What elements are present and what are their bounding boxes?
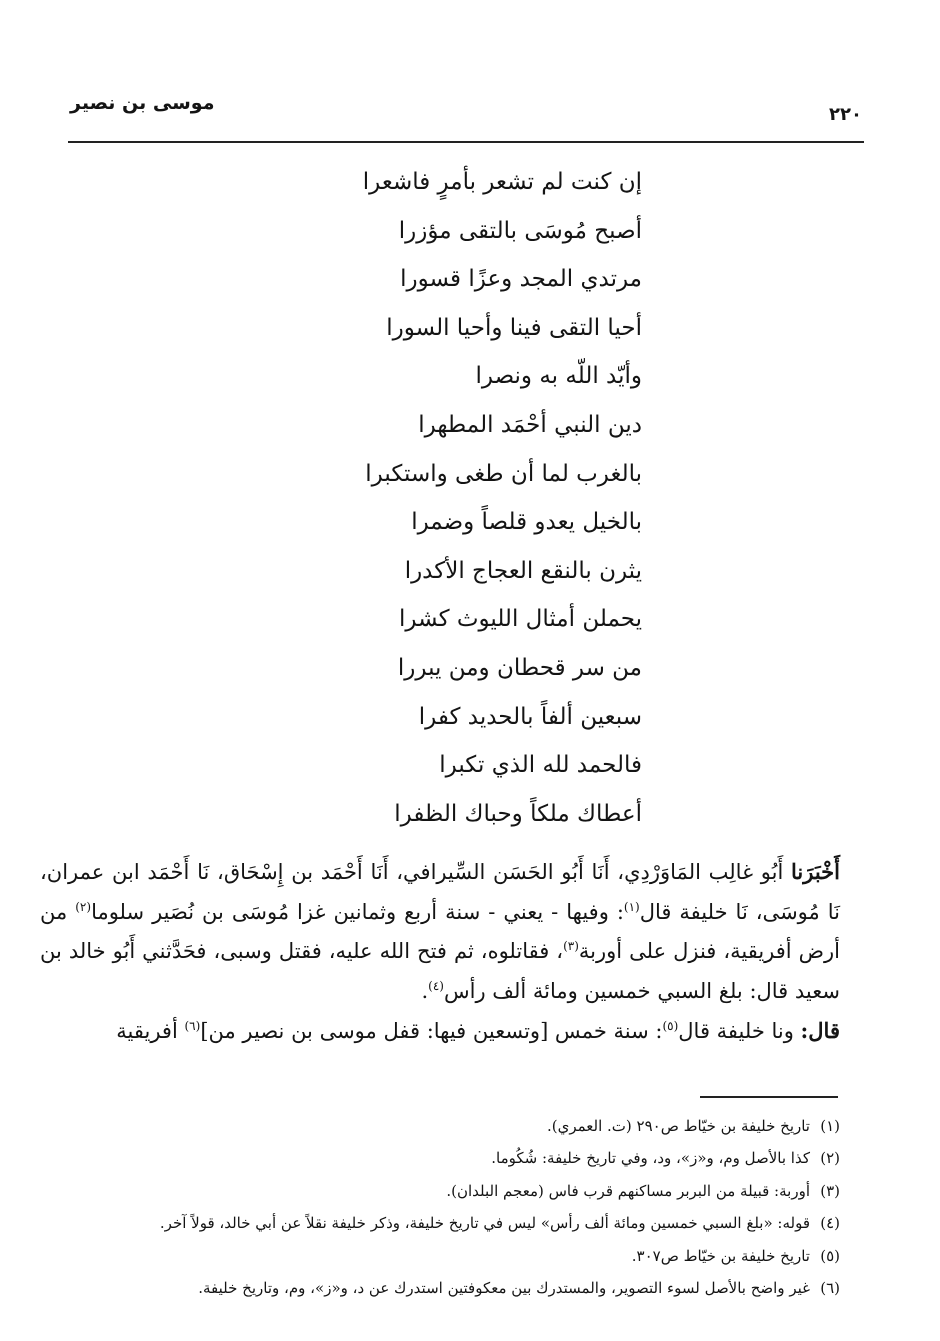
footnote-text: قوله: «بلغ السبي خمسين ومائة ألف رأس» ليس في تاريخ خليفة، وذكر خليفة نقلاً عن أبي خالد، قولاً آخر.	[159, 1214, 810, 1233]
prose-text: ونا خليفة قال	[678, 1019, 801, 1043]
prose-text: ، فقاتلوه، ثم فتح الله عليه، فقتل وسبى، فحَدَّثني أَبُو خالد بن سعيد قال: بلغ السبي خمسين ومائة ألف رأس	[40, 939, 840, 1003]
footnote-item	[95, 1110, 840, 1142]
poem-verse: أعطاك ملكاً وحباك الظفرا	[394, 800, 642, 827]
poem-verse: إن كنت لم تشعر بأمرٍ فاشعرا	[362, 169, 642, 195]
prose-text: .	[421, 978, 429, 1003]
poem-verse: بالخيل يعدو قلصاً وضمرا	[411, 509, 642, 536]
footnote-number: (٣)	[820, 1181, 840, 1200]
running-header-title: موسى بن نصير	[70, 92, 215, 114]
poem-verse: يثرن بالنقع العجاج الأكدرا	[404, 557, 642, 584]
footnote-marker: (٥)	[662, 1019, 679, 1033]
footnote-number: (٤)	[820, 1214, 840, 1233]
footnote-text: غير واضح بالأصل لسوء التصوير، والمستدرك بين معكوفتين استدرك عن د، و«ز»، وم، وتاريخ خليفة.	[198, 1278, 810, 1297]
header-divider	[68, 141, 864, 143]
poem-verse: من سر قحطان ومن يبررا	[397, 654, 642, 681]
footnotes-list	[95, 1110, 840, 1304]
footnote-item	[95, 1272, 840, 1304]
footnote-item	[95, 1240, 840, 1272]
footnote-number: (١)	[820, 1117, 840, 1135]
poem-verse: أصبح مُوسَى بالتقى مؤزرا	[398, 217, 642, 244]
footnote-item	[95, 1142, 840, 1174]
footnote-marker: (٤)	[428, 978, 444, 993]
footnote-marker: (٦)	[184, 1019, 201, 1033]
footnote-marker: (٣)	[563, 939, 579, 953]
prose-body	[40, 852, 840, 1052]
prose-text: من أرض أفريقية، فنزل على أوربة	[40, 899, 840, 963]
footnote-text: أوربة: قبيلة من البربر مساكنهم قرب فاس (معجم البلدان).	[446, 1181, 810, 1200]
poem-verse: بالغرب لما أن طغى واستكبرا	[365, 460, 642, 487]
poem-verse: أحيا التقى فينا وأحيا السورا	[386, 314, 642, 341]
footnote-number: (٦)	[820, 1278, 840, 1297]
footnote-text: كذا بالأصل وم، و«ز»، ود، وفي تاريخ خليفة: شُكُوما.	[491, 1149, 810, 1168]
poem-verse: يحملن أمثال الليوث كشرا	[398, 606, 642, 633]
footnote-text: تاريخ خليفة بن خيّاط ص٢٩٠ (ت. العمري).	[546, 1117, 810, 1135]
prose-text: : سنة خمس [وتسعين فيها: قفل موسى بن نصير من]	[200, 1019, 663, 1043]
poem-verse: سبعين ألفاً بالحديد كفرا	[418, 703, 642, 730]
page-number: ٢٢٠	[829, 104, 862, 125]
footnote-marker: (٢)	[75, 899, 92, 914]
prose-text: أَبُو غالِب المَاوَرْدِي، أَنَا أَبُو الحَسَن السِّيرافي، أَنَا أَحْمَد بن إِسْحَاق، نَا أَحْمَد ابن عمران، نَا مُوسَى، نَا خليفة قال	[40, 860, 840, 924]
poem-verse: فالحمد لله الذي تكبرا	[439, 752, 642, 779]
paragraph-lead-word: أَخْبَرَنا	[791, 859, 840, 884]
poem-verse: وأيّد اللّه به ونصرا	[475, 363, 642, 390]
footnote-number: (٢)	[820, 1149, 840, 1168]
footnote-divider	[700, 1096, 838, 1098]
prose-text: : وفيها - يعني - سنة أربع وثمانين غزا مُوسَى بن نُصَير سلوما	[91, 899, 624, 924]
footnote-number: (٥)	[820, 1246, 840, 1265]
poem-verse: دين النبي أحْمَد المطهرا	[418, 411, 642, 438]
prose-text: أفريقية	[116, 1019, 185, 1043]
footnote-text: تاريخ خليفة بن خيّاط ص٣٠٧.	[631, 1246, 810, 1265]
footnote-marker: (١)	[623, 899, 640, 914]
footnote-item	[95, 1175, 840, 1207]
prose-paragraph	[40, 852, 840, 1011]
prose-paragraph	[40, 1011, 840, 1052]
poem-verse: مرتدي المجد وعزًا قسورا	[400, 266, 642, 293]
poem-verses	[250, 158, 642, 838]
paragraph-lead-word: قال:	[800, 1018, 840, 1043]
footnote-item	[95, 1207, 840, 1239]
